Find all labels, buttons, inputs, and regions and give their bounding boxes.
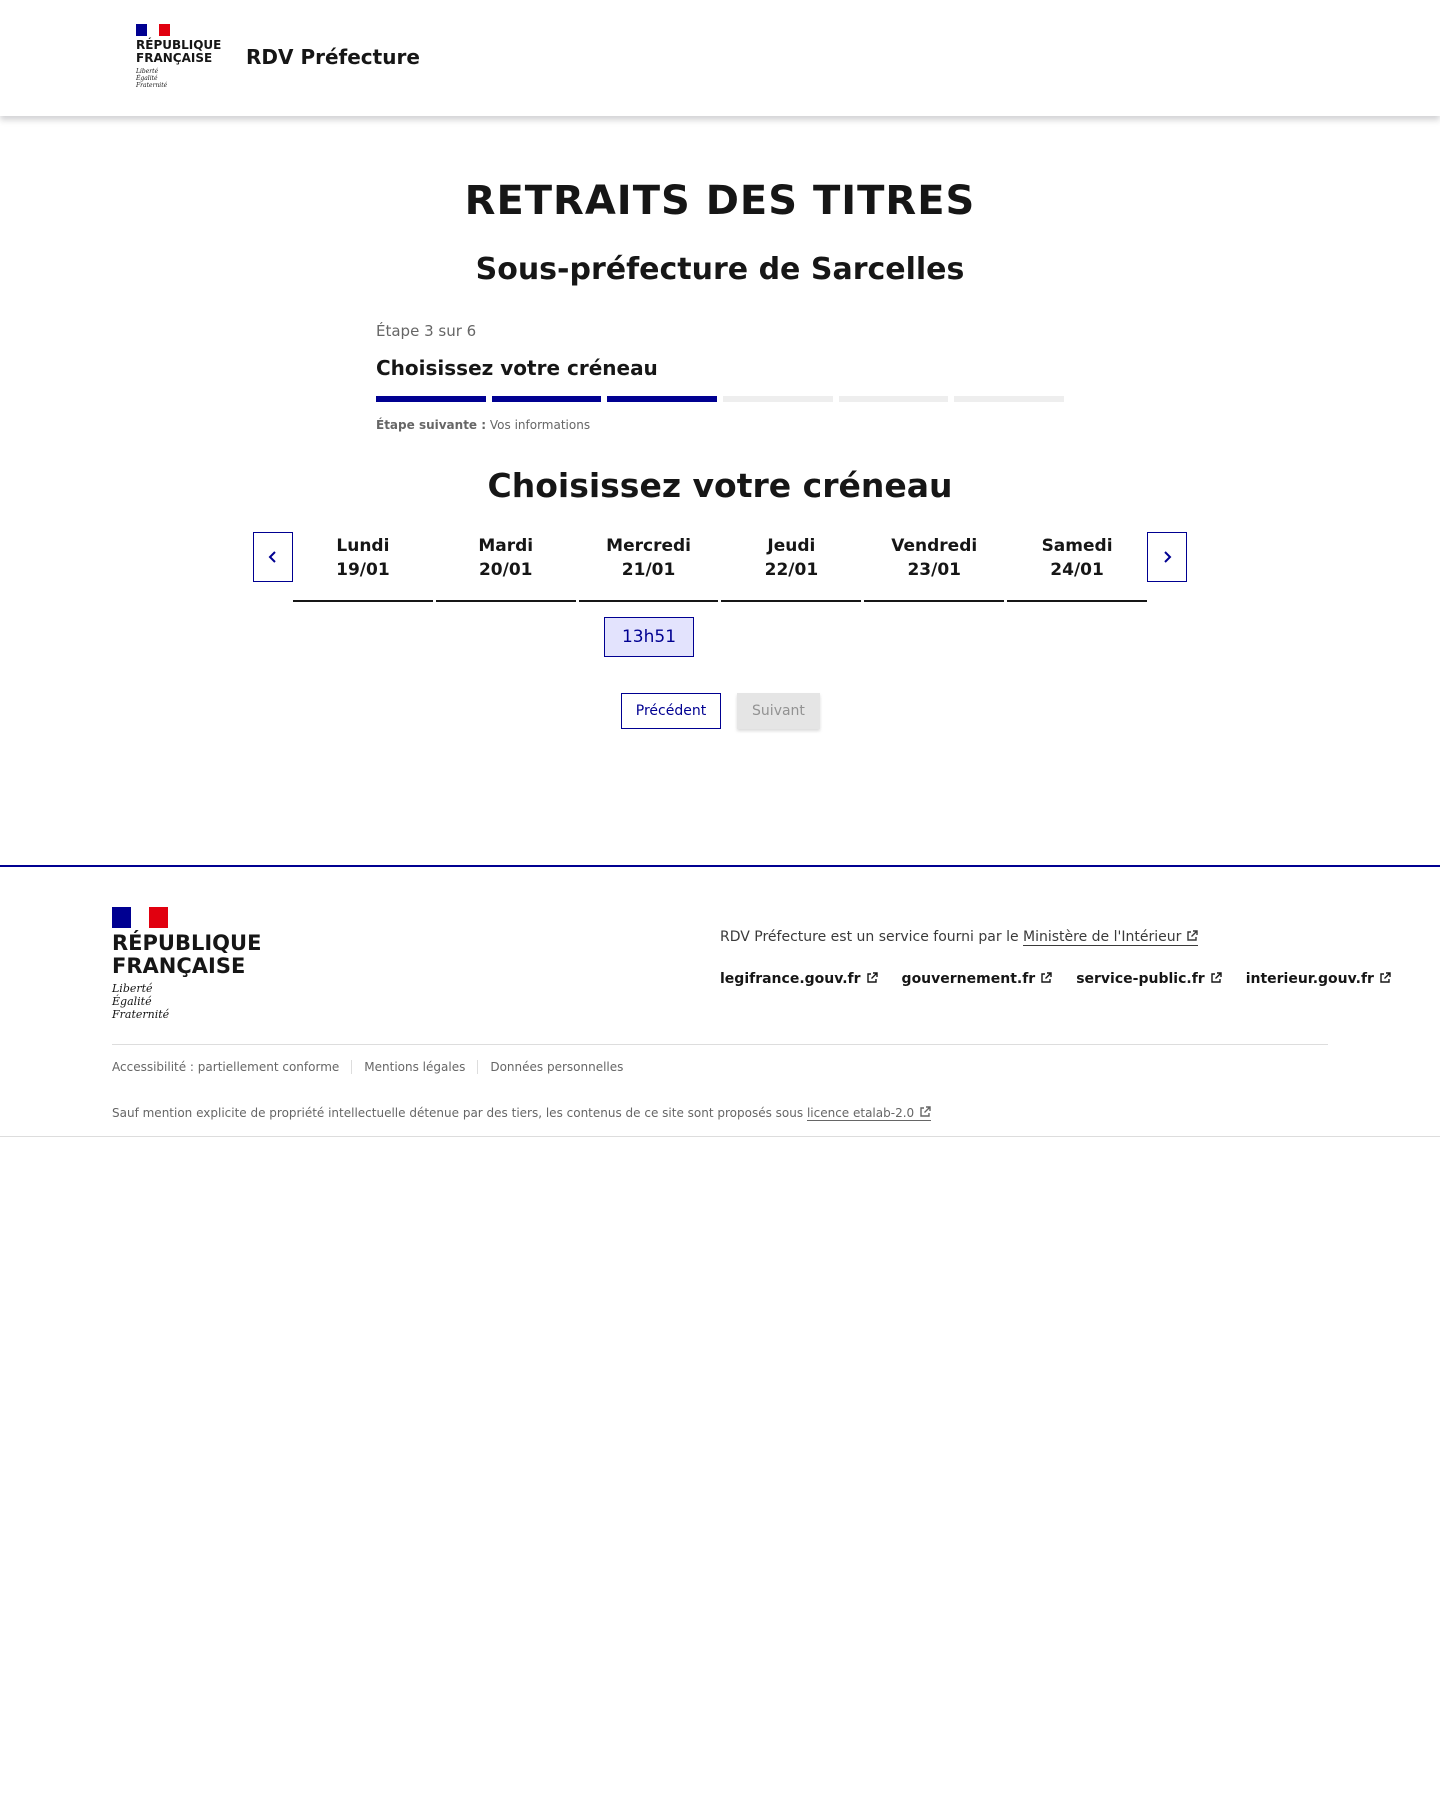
day-tab[interactable] (864, 532, 1004, 602)
stepper-title: Choisissez votre créneau (376, 356, 658, 380)
french-flag-icon (112, 907, 168, 928)
day-date: 21/01 (621, 560, 676, 580)
footer-link-gouvernement[interactable]: gouvernement.fr (902, 971, 1053, 987)
ministere-link[interactable]: Ministère de l'Intérieur (1023, 929, 1198, 946)
day-name: Mercredi (606, 536, 691, 556)
slot-heading: Choisissez votre créneau (487, 466, 953, 505)
day-date: 24/01 (1050, 560, 1104, 580)
external-link-icon (866, 972, 878, 984)
external-link-icon (1186, 930, 1198, 942)
stepper-next-label: Étape suivante : (376, 418, 487, 432)
stepper-segment (954, 396, 1064, 402)
footer-links (720, 971, 1391, 987)
stepper-segment (492, 396, 602, 402)
chevron-left-icon (266, 550, 280, 564)
footer-bottom-links (112, 1060, 647, 1074)
day-date: 19/01 (336, 560, 390, 580)
footer-license (112, 1106, 931, 1120)
footer-logo-text: RÉPUBLIQUE FRANÇAISE (112, 931, 262, 978)
next-button[interactable]: Suivant (737, 693, 820, 729)
previous-button[interactable]: Précédent (621, 693, 721, 729)
day-name: Vendredi (891, 536, 978, 556)
stepper-next-value: Vos informations (489, 418, 591, 432)
external-link-icon (1210, 972, 1222, 984)
stepper-segment (839, 396, 949, 402)
stepper-segment (607, 396, 717, 402)
license-link[interactable]: licence etalab-2.0 (807, 1106, 931, 1121)
logo-text: RÉPUBLIQUE FRANÇAISE (136, 38, 222, 65)
day-tab[interactable] (721, 532, 861, 602)
day-date: 23/01 (907, 560, 961, 580)
footer-link-interieur[interactable]: interieur.gouv.fr (1246, 971, 1391, 987)
site-footer (0, 865, 1440, 1137)
footer-link-legifrance[interactable]: legifrance.gouv.fr (720, 971, 878, 987)
next-days-button[interactable] (1147, 532, 1187, 582)
footer-divider (112, 1044, 1328, 1045)
day-name: Jeudi (767, 536, 816, 556)
footer-link-service-public[interactable]: service-public.fr (1076, 971, 1221, 987)
stepper-next-step (376, 418, 1064, 432)
day-tabs (293, 532, 1147, 602)
day-date: 22/01 (764, 560, 819, 580)
page-subtitle: Sous-préfecture de Sarcelles (475, 252, 965, 287)
legal-mentions-link[interactable]: Mentions légales (364, 1060, 478, 1074)
footer-logo-motto: Liberté Égalité Fraternité (112, 982, 170, 1021)
page-title: RETRAITS DES TITRES (464, 178, 976, 224)
footer-description (720, 929, 1198, 945)
day-date: 20/01 (478, 560, 533, 580)
service-name[interactable]: RDV Préfecture (246, 45, 420, 69)
previous-days-button[interactable] (253, 532, 293, 582)
day-tab[interactable] (579, 532, 719, 602)
footer-logo[interactable] (112, 907, 261, 1021)
stepper (376, 322, 1064, 432)
site-header (0, 0, 1440, 116)
external-link-icon (1040, 972, 1052, 984)
republique-francaise-logo[interactable] (136, 24, 220, 89)
license-text: Sauf mention explicite de propriété intellectuelle détenue par des tiers, les contenus de ce site sont proposés sous (112, 1106, 804, 1120)
stepper-state: Étape 3 sur 6 (376, 322, 477, 340)
day-name: Lundi (336, 536, 390, 556)
logo-motto: Liberté Égalité Fraternité (136, 68, 168, 89)
french-flag-icon (136, 24, 170, 36)
day-name: Samedi (1041, 536, 1113, 556)
time-slot-button[interactable]: 13h51 (604, 617, 694, 657)
chevron-right-icon (1160, 550, 1174, 564)
day-name: Mardi (478, 536, 534, 556)
footer-description-text: RDV Préfecture est un service fourni par le (720, 929, 1019, 945)
stepper-segment (723, 396, 833, 402)
stepper-progress (376, 396, 1064, 402)
day-tab[interactable] (293, 532, 433, 602)
day-tab[interactable] (436, 532, 576, 602)
personal-data-link[interactable]: Données personnelles (490, 1060, 624, 1074)
stepper-segment (376, 396, 486, 402)
day-tab[interactable] (1007, 532, 1147, 602)
external-link-icon (919, 1106, 931, 1118)
accessibility-link[interactable]: Accessibilité : partiellement conforme (112, 1060, 352, 1074)
external-link-icon (1379, 972, 1391, 984)
